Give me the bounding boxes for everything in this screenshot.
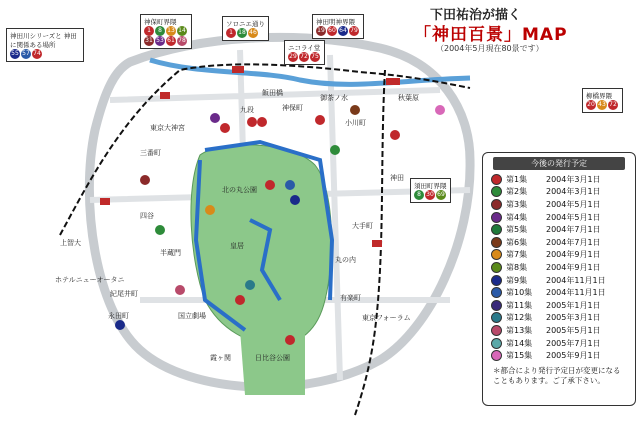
map-label: ホテルニューオータニ — [55, 276, 125, 284]
schedule-row — [483, 274, 635, 287]
legend-number: 13 — [167, 27, 175, 34]
legend-label: 神田川シリーズと 神田に関係ある場所 — [10, 32, 77, 49]
imperial-park — [191, 145, 332, 345]
issue-label: 第8集 — [506, 262, 528, 272]
issue-label: 第3集 — [506, 199, 528, 209]
issue-label: 第12集 — [506, 313, 533, 323]
issue-color-dot — [491, 275, 502, 286]
issue-label: 第11集 — [506, 300, 533, 310]
legend-number: 19 — [317, 27, 325, 34]
issue-color-dot — [491, 262, 502, 273]
legend-number: 57 — [22, 50, 30, 57]
map-label: 永田町 — [108, 312, 129, 320]
issue-color-dot — [491, 237, 502, 248]
issue-label: 第2集 — [506, 187, 528, 197]
map-label: 半蔵門 — [160, 249, 181, 257]
issue-label: 第4集 — [506, 212, 528, 222]
map-label: 丸の内 — [335, 256, 356, 264]
issue-color-dot — [491, 300, 502, 311]
issue-label: 第10集 — [506, 288, 533, 298]
legend-number: 31 — [145, 37, 153, 44]
legend-number: 60 — [328, 27, 336, 34]
issue-date: 2005年1月1日 — [546, 300, 601, 310]
legend-number: 78 — [178, 37, 186, 44]
issue-date: 2004年3月1日 — [546, 187, 601, 197]
legend-kanda-myojin — [312, 14, 364, 39]
issue-color-dot — [491, 249, 502, 260]
issue-date: 2005年9月1日 — [546, 351, 601, 361]
map-label: 日比谷公園 — [255, 354, 290, 362]
issue-label: 第13集 — [506, 325, 533, 335]
issue-date: 2004年9月1日 — [546, 262, 601, 272]
legend-number: 46 — [249, 29, 257, 36]
issue-color-dot — [491, 212, 502, 223]
station-marker — [232, 66, 244, 73]
legend-sudacho — [410, 178, 451, 203]
issue-color-dot — [491, 174, 502, 185]
issue-color-dot — [491, 199, 502, 210]
schedule-list — [483, 173, 635, 362]
legend-number: 30 — [426, 191, 434, 198]
legend-number: 79 — [350, 27, 358, 34]
schedule-row — [483, 186, 635, 199]
legend-number: 69 — [437, 191, 445, 198]
issue-date: 2005年5月1日 — [546, 325, 601, 335]
title-note: （2004年5月現在80景です） — [436, 44, 544, 53]
schedule-row — [483, 198, 635, 211]
legend-label: 神保町界隈 — [144, 18, 177, 26]
legend-nikolai — [284, 40, 325, 65]
legend-yanagibashi — [582, 88, 623, 113]
legend-label: 神田明神界隈 — [316, 18, 355, 26]
issue-label: 第5集 — [506, 225, 528, 235]
issue-label: 第1集 — [506, 174, 528, 184]
map-label: 国立劇場 — [178, 312, 206, 320]
legend-number: 55 — [11, 50, 19, 57]
map-label: 三番町 — [140, 149, 161, 157]
map-label: 秋葉原 — [398, 94, 419, 102]
legend-number: 1 — [144, 26, 154, 36]
issue-date: 2004年9月1日 — [546, 250, 601, 260]
map-label: 九段 — [240, 106, 254, 114]
issue-label: 第7集 — [506, 250, 528, 260]
map-label: 有楽町 — [340, 294, 361, 302]
issue-date: 2004年11月1日 — [546, 275, 606, 285]
legend-number: 75 — [311, 53, 319, 60]
map-label: 皇居 — [230, 242, 244, 250]
map-label: 御茶ノ水 — [320, 94, 348, 102]
issue-date: 2004年7月1日 — [546, 237, 601, 247]
issue-color-dot — [491, 224, 502, 235]
legend-number: 8 — [155, 26, 165, 36]
map-label: 東京大神宮 — [150, 124, 185, 132]
schedule-row — [483, 349, 635, 362]
map-label: 霞ヶ関 — [210, 354, 231, 362]
issue-date: 2005年7月1日 — [546, 338, 601, 348]
issue-color-dot — [491, 338, 502, 349]
issue-label: 第15集 — [506, 351, 533, 361]
legend-number: 8 — [414, 190, 424, 200]
station-marker — [372, 240, 382, 247]
schedule-note: ＊都合により発行予定日が変更になることもあります。ご了承下さい。 — [493, 365, 621, 385]
map-label: 小川町 — [345, 119, 366, 127]
title-author: 下田祐治が描く — [430, 8, 522, 23]
legend-label: 須田町界隈 — [414, 182, 447, 190]
legend-number: 53 — [156, 37, 164, 44]
schedule-row — [483, 236, 635, 249]
legend-label: 柳橋界隈 — [586, 92, 612, 100]
map-label: 北の丸公園 — [222, 186, 257, 194]
map-label: 東京フォーラム — [362, 314, 411, 322]
hibiya-park — [240, 330, 305, 395]
legend-number: 29 — [289, 53, 297, 60]
issue-color-dot — [491, 287, 502, 298]
schedule-row — [483, 312, 635, 325]
legend-label: ソロニエ通り — [226, 20, 265, 28]
issue-date: 2004年7月1日 — [546, 225, 601, 235]
legend-number: 64 — [339, 27, 347, 34]
issue-label: 第6集 — [506, 237, 528, 247]
issue-color-dot — [491, 186, 502, 197]
legend-jinbocho — [140, 14, 192, 49]
issue-date: 2004年5月1日 — [546, 199, 601, 209]
legend-sorounie — [222, 16, 269, 41]
map-label: 神田 — [390, 174, 404, 182]
issue-label: 第9集 — [506, 275, 528, 285]
station-marker — [386, 78, 400, 85]
issue-color-dot — [491, 312, 502, 323]
issue-label: 第14集 — [506, 338, 533, 348]
map-label: 上智大 — [60, 239, 81, 247]
schedule-row — [483, 173, 635, 186]
legend-number: 14 — [178, 27, 186, 34]
legend-number: 1 — [226, 28, 236, 38]
station-marker — [160, 92, 170, 99]
schedule-row — [483, 299, 635, 312]
issue-color-dot — [491, 325, 502, 336]
legend-label: ニコライ堂 — [288, 44, 321, 52]
legend-number: 72 — [609, 101, 617, 108]
map-label: 大手町 — [352, 222, 373, 230]
schedule-panel — [482, 152, 636, 406]
map-label: 紀尾井町 — [110, 290, 138, 298]
schedule-row — [483, 261, 635, 274]
page-title: 「神田百景」MAP — [414, 25, 568, 45]
map-label: 四谷 — [140, 212, 154, 220]
legend-number: 20 — [587, 101, 595, 108]
map-label: 神保町 — [282, 104, 303, 112]
issue-date: 2004年3月1日 — [546, 174, 601, 184]
legend-kandagawa — [6, 28, 84, 62]
issue-date: 2004年5月1日 — [546, 212, 601, 222]
legend-number: 61 — [167, 37, 175, 44]
schedule-row — [483, 286, 635, 299]
schedule-row — [483, 249, 635, 262]
schedule-row — [483, 337, 635, 350]
map-label: 飯田橋 — [262, 89, 283, 97]
issue-date: 2004年11月1日 — [546, 288, 606, 298]
schedule-row — [483, 223, 635, 236]
schedule-row — [483, 211, 635, 224]
issue-date: 2005年3月1日 — [546, 313, 601, 323]
legend-number: 18 — [238, 29, 246, 36]
legend-number: 74 — [33, 50, 41, 57]
schedule-heading: 今後の発行予定 — [493, 157, 625, 170]
legend-number: 72 — [300, 53, 308, 60]
legend-number: 43 — [598, 101, 606, 108]
schedule-row — [483, 324, 635, 337]
issue-color-dot — [491, 350, 502, 361]
station-marker — [100, 198, 110, 205]
